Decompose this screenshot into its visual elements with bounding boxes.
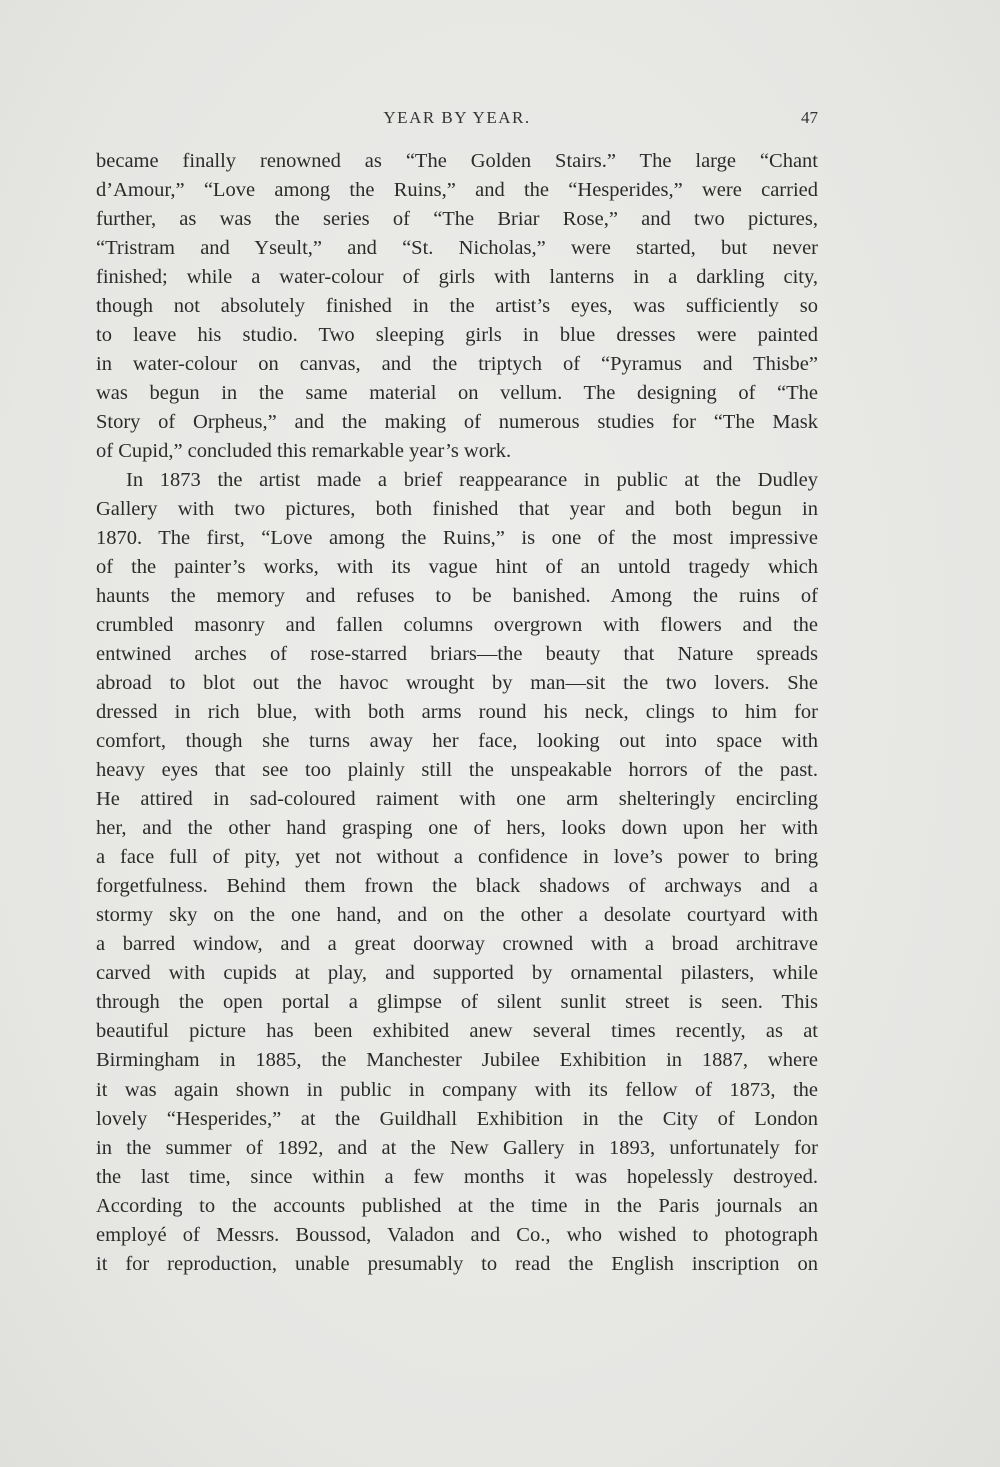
running-head	[96, 108, 818, 132]
text-line: to leave his studio. Two sleeping girls in blue dresses were painted	[96, 324, 818, 347]
text-line: crumbled masonry and fallen columns overgrown with flowers and the	[96, 614, 818, 637]
text-line: He attired in sad-coloured raiment with one arm shelteringly encircling	[96, 788, 818, 811]
page-number: 47	[801, 108, 818, 127]
text-line: through the open portal a glimpse of silent sunlit street is seen. This	[96, 991, 818, 1014]
text-line: it for reproduction, unable presumably to read the English inscription on	[96, 1252, 818, 1275]
text-line: haunts the memory and refuses to be banished. Among the ruins of	[96, 585, 818, 608]
text-line: Gallery with two pictures, both finished that year and both begun in	[96, 498, 818, 521]
text-line: Birmingham in 1885, the Manchester Jubilee Exhibition in 1887, where	[96, 1049, 818, 1072]
text-line: lovely “Hesperides,” at the Guildhall Exhibition in the City of London	[96, 1107, 818, 1130]
text-line: heavy eyes that see too plainly still the unspeakable horrors of the past.	[96, 759, 818, 782]
text-line: became finally renowned as “The Golden Stairs.” The large “Chant	[96, 150, 818, 172]
text-line: finished; while a water-colour of girls with lanterns in a darkling city,	[96, 266, 818, 289]
body-text	[96, 147, 818, 1279]
text-line: abroad to blot out the havoc wrought by man—sit the two lovers. She	[96, 672, 818, 695]
text-line: though not absolutely finished in the artist’s eyes, was sufficiently so	[96, 295, 818, 318]
text-line: of the painter’s works, with its vague hint of an untold tragedy which	[96, 556, 818, 579]
text-line: carved with cupids at play, and supported by ornamental pilasters, while	[96, 962, 818, 985]
text-line: beautiful picture has been exhibited anew several times recently, as at	[96, 1020, 818, 1043]
text-line: comfort, though she turns away her face, looking out into space with	[96, 730, 818, 753]
text-line: it was again shown in public in company with its fellow of 1873, the	[96, 1078, 818, 1101]
text-line: in water-colour on canvas, and the triptych of “Pyramus and Thisbe”	[96, 353, 818, 376]
text-line: a barred window, and a great doorway crowned with a broad architrave	[96, 933, 818, 956]
text-line: further, as was the series of “The Briar Rose,” and two pictures,	[96, 208, 818, 231]
text-line: According to the accounts published at the time in the Paris journals an	[96, 1194, 818, 1217]
text-line: forgetfulness. Behind them frown the black shadows of archways and a	[96, 875, 818, 898]
text-line: employé of Messrs. Boussod, Valadon and Co., who wished to photograph	[96, 1223, 818, 1246]
text-line: was begun in the same material on vellum. The designing of “The	[96, 382, 818, 405]
text-line: Story of Orpheus,” and the making of numerous studies for “The Mask	[96, 411, 818, 434]
text-line: d’Amour,” “Love among the Ruins,” and the “Hesperides,” were carried	[96, 179, 818, 202]
text-line: the last time, since within a few months it was hopelessly destroyed.	[96, 1165, 818, 1188]
text-line: a face full of pity, yet not without a confidence in love’s power to bring	[96, 846, 818, 869]
paragraph-end-line: of Cupid,” concluded this remarkable year’s work.	[96, 440, 512, 463]
paragraph-start-line: In 1873 the artist made a brief reappearance in public at the Dudley	[126, 469, 818, 492]
text-line: dressed in rich blue, with both arms round his neck, clings to him for	[96, 701, 818, 724]
text-line: stormy sky on the one hand, and on the other a desolate courtyard with	[96, 904, 818, 927]
running-title: YEAR BY YEAR.	[383, 108, 531, 127]
text-line: entwined arches of rose-starred briars—the beauty that Nature spreads	[96, 643, 818, 666]
text-line: “Tristram and Yseult,” and “St. Nicholas,” were started, but never	[96, 237, 818, 260]
text-line: her, and the other hand grasping one of hers, looks down upon her with	[96, 817, 818, 840]
text-line: 1870. The first, “Love among the Ruins,” is one of the most impressive	[96, 527, 818, 550]
text-line: in the summer of 1892, and at the New Gallery in 1893, unfortunately for	[96, 1136, 818, 1159]
